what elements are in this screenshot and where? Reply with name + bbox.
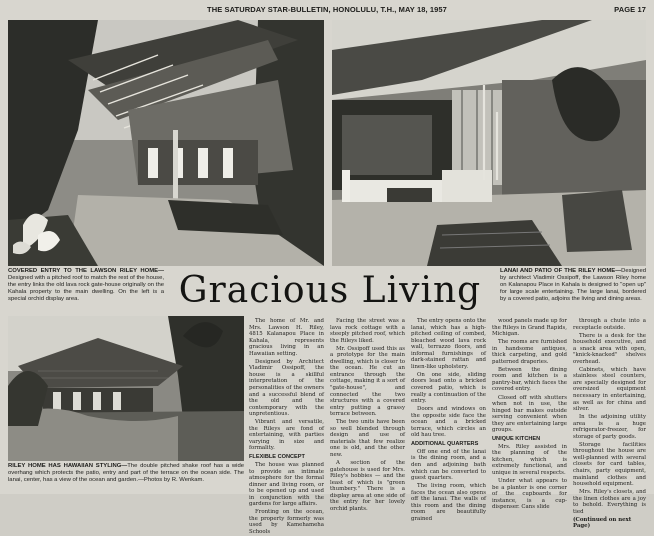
headline: Gracious Living [178, 270, 482, 311]
article-paragraph: The living room, which faces the ocean also opens off the lanai. The walls of this room and the dining room are beautifully grained [411, 483, 486, 522]
caption-lead: COVERED ENTRY TO THE LAWSON RILEY HOME— [8, 268, 164, 274]
article-paragraph: In the adjoining utility area is a huge refrigerator-freezer, for storage of party goods. [573, 414, 646, 440]
caption-body: Designed by architect Vladimir Ossipoff, the Lawson Riley home on Kalanapou Place in Kahala is designed to "open up" for large scale entertaining. The large lanai, bordered by a covered patio, adjoins the living and dining areas. [500, 268, 646, 303]
photo-covered-entry [8, 20, 324, 266]
article-paragraph: Mr. Ossipoff used this as a prototype for the main dwelling, which is closer to the ocean. He cut an entrance through the cottage, making it a sort of "gate-house", and connected the two structures with a covered entry putting a grassy terrace between. [330, 345, 405, 418]
photo-lanai-patio [332, 20, 646, 266]
article-paragraph: The two units have been so well blended through design and use of materials that few realize one is old, and the other new. [330, 419, 405, 458]
article-column-4 [492, 318, 567, 511]
page-number: PAGE 17 [614, 5, 646, 14]
article-column-1 [249, 318, 324, 535]
caption-body: The double pitched shake roof has a wide overhang which protects the patio, entry and part of the terrace on the ocean side. The lanai, center, has a view of the ocean and garden.—Photos by R. Wenkam. [8, 463, 244, 484]
article-paragraph: Cabinets, which have stainless steel counters, are specially designed for oversized equipment necessary in entertaining, as well as for china and silver. [573, 366, 646, 413]
article-paragraph: There is a desk for the household executive, and a snack area with open, "knick-knacked" shelves overhead. [573, 332, 646, 365]
article-paragraph: Designed by Architect Vladimir Ossipoff, the house is a skillful interpretation of the personalities of the owners and a successful blend of the old and the contemporary with the unpretentious. [249, 358, 324, 418]
article-paragraph: Vibrant and versatile, the Rileys are fond of entertaining, with parties varying in size and formality. [249, 419, 324, 452]
article-paragraph: Mrs. Riley's closets, and the linen clothes are a joy to behold. Everything is tied [573, 489, 646, 515]
caption-covered-entry [8, 268, 164, 303]
article-paragraph: Fronting on the ocean, the property formerly was used by Kamehameha Schools [249, 509, 324, 535]
continued-note: (Continued on next Page) [573, 516, 632, 530]
article-paragraph: The rooms are furnished in handsome antiques, thick carpeting, and gold patterned draperies. [492, 339, 567, 365]
article-paragraph: Doors and windows on the opposite side face the ocean and a bricked terrace, which circles an old hau tree. [411, 406, 486, 439]
article-paragraph: Storage facilities throughout the house are well-planned with several closets for card tables, chairs, party equipment, mainland clothes and household equipment. [573, 441, 646, 488]
caption-lanai-patio [500, 268, 646, 303]
section-subhead: ADDITIONAL QUARTERS [411, 440, 479, 447]
article-paragraph: Between the dining room and kitchen is a pantry-bar, which faces the covered entry. [492, 366, 567, 393]
article-paragraph: The entry opens onto the lanai, which has a high-pitched ceiling of combed, bleached wood lava rock wall, terrazzo floors, and informal furnishings of dark-stained rattan and linen-like upholstery. [411, 318, 486, 370]
masthead: THE SATURDAY STAR-BULLETIN, HONOLULU, T.H., MAY 18, 1957 [207, 5, 447, 14]
article-paragraph: Facing the street was a lava rock cottage with a steeply pitched roof, which the Rileys liked. [330, 318, 405, 344]
article-paragraph: A section of the gatehouse is used for Mrs. Riley's hobbies — and the least of which is "green thumbery." There is a display area at one side of the entry for her lovely orchid plants. [330, 459, 405, 512]
article-paragraph: The house was planned to provide an intimate atmosphere for the formal dinner and living room, or to be opened up and used in conjunction with the gardens for large affairs. [249, 461, 324, 508]
article-paragraph: Mrs. Riley assisted in the planning of the kitchen, which is extremely functional, and unique in several respects. [492, 443, 567, 477]
article-paragraph: Closed off with shutters when not in use, the hinged bar makes outside serving convenient when they are entertaining large groups. [492, 394, 567, 434]
section-subhead: FLEXIBLE CONCEPT [249, 453, 305, 460]
caption-lead: RILEY HOME HAS HAWAIIAN STYLING— [8, 463, 128, 469]
caption-lead: LANAI AND PATIO OF THE RILEY HOME— [500, 268, 622, 274]
caption-body: Designed with a pitched roof to match the rest of the house, the entry links the old lava rock gate-house originally on the Kahala property to the main dwelling. On the left is a special orchid display area. [8, 275, 164, 303]
article-paragraph: The home of Mr. and Mrs. Lawson H. Riley, 4815 Kalanapou Place in Kahala, represents gracious living in an Hawaiian setting. [249, 318, 324, 357]
article-paragraph: wood panels made up for the Rileys in Grand Rapids, Michigan. [492, 318, 567, 338]
article-paragraph: through a chute into a receptacle outside. [573, 318, 646, 331]
page-header [8, 5, 646, 17]
article-paragraph: Under what appears to be a planter is one corner of the cupboards for instance, is a cup-dispenser. Cans slide [492, 478, 567, 511]
article-column-5 [573, 318, 646, 530]
section-subhead: UNIQUE KITCHEN [492, 435, 541, 442]
caption-hawaiian-styling [8, 463, 244, 484]
article-column-2 [330, 318, 405, 512]
article-paragraph: Off one end of the lanai is the dining room, and a den and adjoining bath which can be converted to guest quarters. [411, 448, 486, 482]
article-column-3 [411, 318, 486, 522]
article-paragraph: On one side, sliding doors lead onto a bricked covered patio, which is really a continuation of the entry. [411, 371, 486, 405]
photo-hawaiian-styling [8, 316, 244, 461]
